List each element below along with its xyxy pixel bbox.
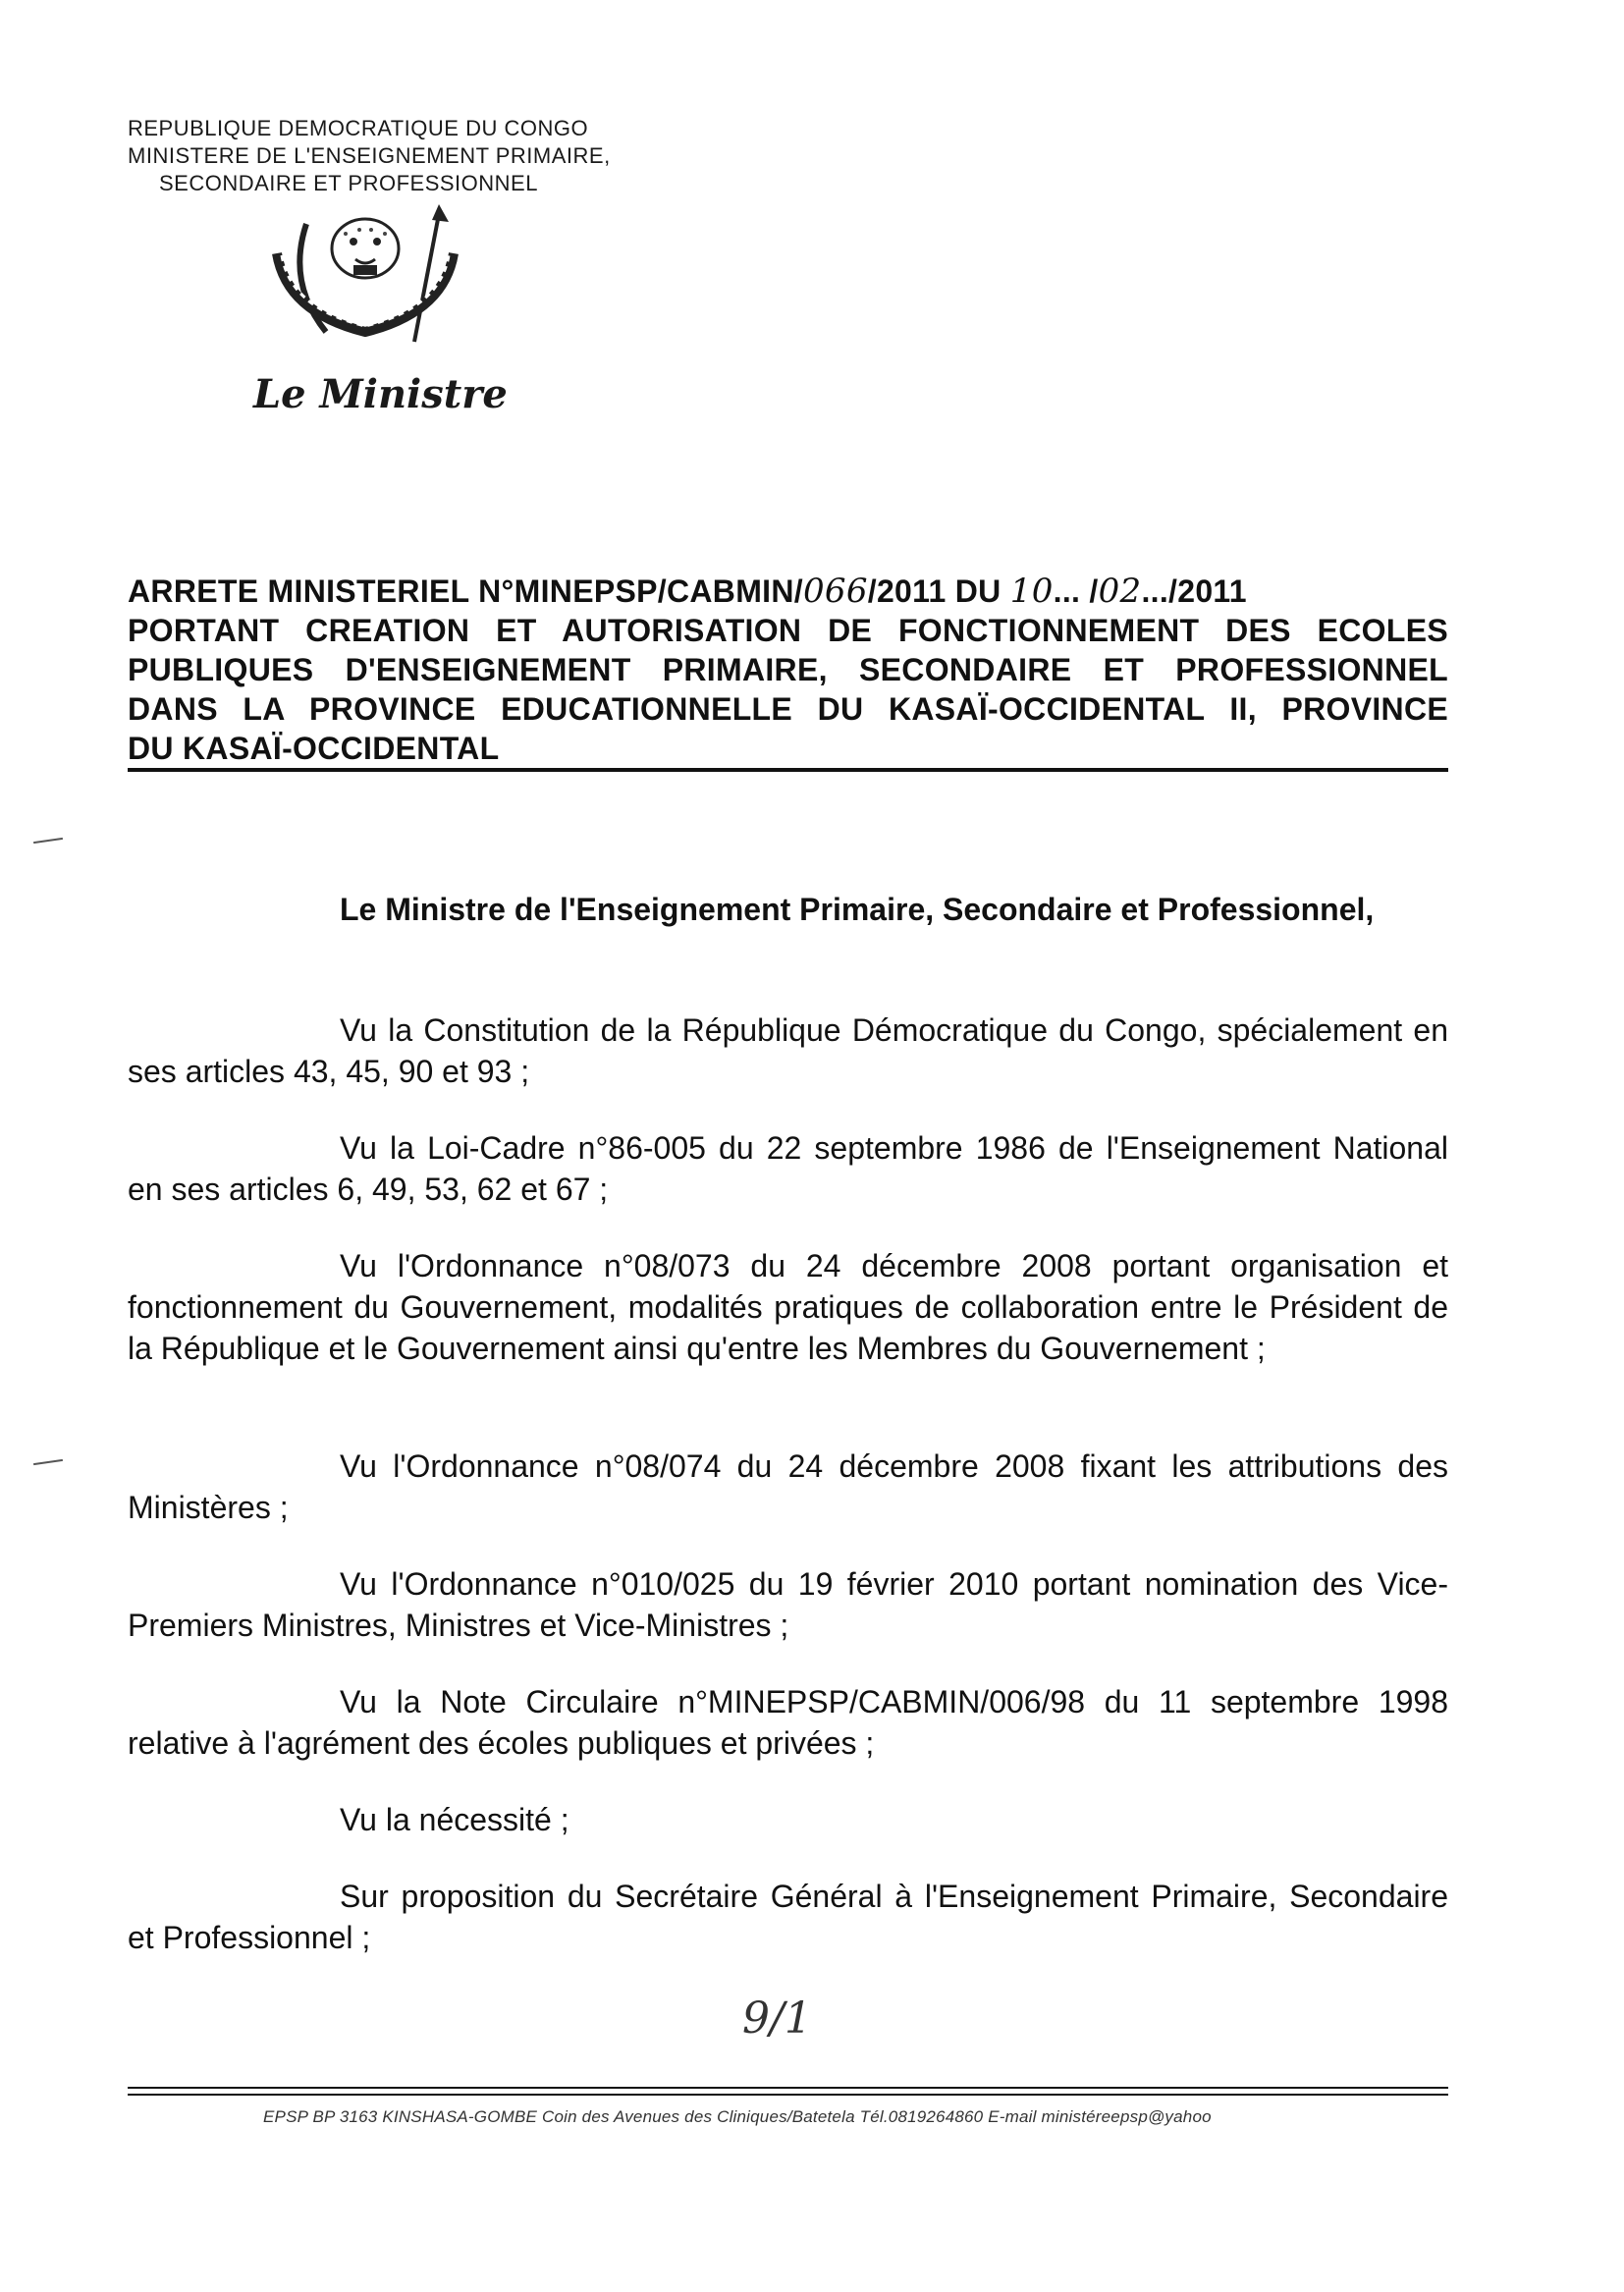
decree-title: [128, 572, 1448, 768]
margin-mark: [33, 1459, 63, 1465]
decree-title-line-3: PUBLIQUES D'ENSEIGNEMENT PRIMAIRE, SECONDAIRE ET PROFESSIONNEL: [128, 652, 1448, 687]
signatory-script: Le Ministre: [253, 371, 508, 417]
title-underline: [128, 768, 1448, 772]
margin-mark: [33, 838, 63, 844]
coat-of-arms-icon: [257, 194, 473, 352]
decree-title-line-1: ARRETE MINISTERIEL N°MINEPSP/CABMIN/066/2011 DU 10... /02.../2011: [128, 572, 1247, 611]
consideration-note-circulaire: Vu la Note Circulaire n°MINEPSP/CABMIN/006/98 du 11 septembre 1998 relative à l'agrément des écoles publiques et privées ;: [128, 1684, 1448, 1761]
consideration-proposition: Sur proposition du Secrétaire Général à l'Enseignement Primaire, Secondaire et Professionnel ;: [128, 1879, 1448, 1955]
consideration-constitution: Vu la Constitution de la République Démocratique du Congo, spécialement en ses articles 43, 45, 90 et 93 ;: [128, 1012, 1448, 1089]
consideration-ordonnance-08-073: Vu l'Ordonnance n°08/073 du 24 décembre 2008 portant organisation et fonctionnement du Gouvernement, modalités pratiques de collaboration entre le Président de la République et le Gouvernement ainsi qu'entre les Membres du Gouvernement ;: [128, 1248, 1448, 1366]
consideration-loi-cadre: Vu la Loi-Cadre n°86-005 du 22 septembre 1986 de l'Enseignement National en ses articles 6, 49, 53, 62 et 67 ;: [128, 1130, 1448, 1207]
consideration-ordonnance-08-074: Vu l'Ordonnance n°08/074 du 24 décembre 2008 fixant les attributions des Ministères ;: [128, 1448, 1448, 1525]
handwritten-initials: 9/1: [742, 1993, 812, 2044]
handwritten-decree-number: 066: [802, 572, 868, 611]
header-ministry: MINISTERE DE L'ENSEIGNEMENT PRIMAIRE,: [128, 143, 611, 168]
footer-rule-top: [128, 2087, 1448, 2089]
preamble-intro: Le Ministre de l'Enseignement Primaire, Secondaire et Professionnel,: [340, 892, 1375, 927]
header-ministry-cont: SECONDAIRE ET PROFESSIONNEL: [159, 171, 538, 195]
consideration-ordonnance-010-025: Vu l'Ordonnance n°010/025 du 19 février 2010 portant nomination des Vice-Premiers Ministres, Ministres et Vice-Ministres ;: [128, 1566, 1448, 1643]
handwritten-day: 10: [1009, 572, 1054, 611]
decree-title-line-4: DANS LA PROVINCE EDUCATIONNELLE DU KASAÏ-OCCIDENTAL II, PROVINCE: [128, 691, 1448, 727]
footer-rule-bottom: [128, 2094, 1448, 2096]
consideration-necessite: Vu la nécessité ;: [340, 1802, 569, 1837]
handwritten-month: 02: [1098, 572, 1142, 611]
decree-title-line-5: DU KASAÏ-OCCIDENTAL: [128, 731, 500, 766]
footer-address: EPSP BP 3163 KINSHASA-GOMBE Coin des Avenues des Cliniques/Batetela Tél.0819264860 E-mail ministéreepsp@yahoo: [263, 2107, 1212, 2126]
header-republic: REPUBLIQUE DEMOCRATIQUE DU CONGO: [128, 116, 589, 140]
decree-title-line-2: PORTANT CREATION ET AUTORISATION DE FONCTIONNEMENT DES ECOLES: [128, 613, 1448, 648]
